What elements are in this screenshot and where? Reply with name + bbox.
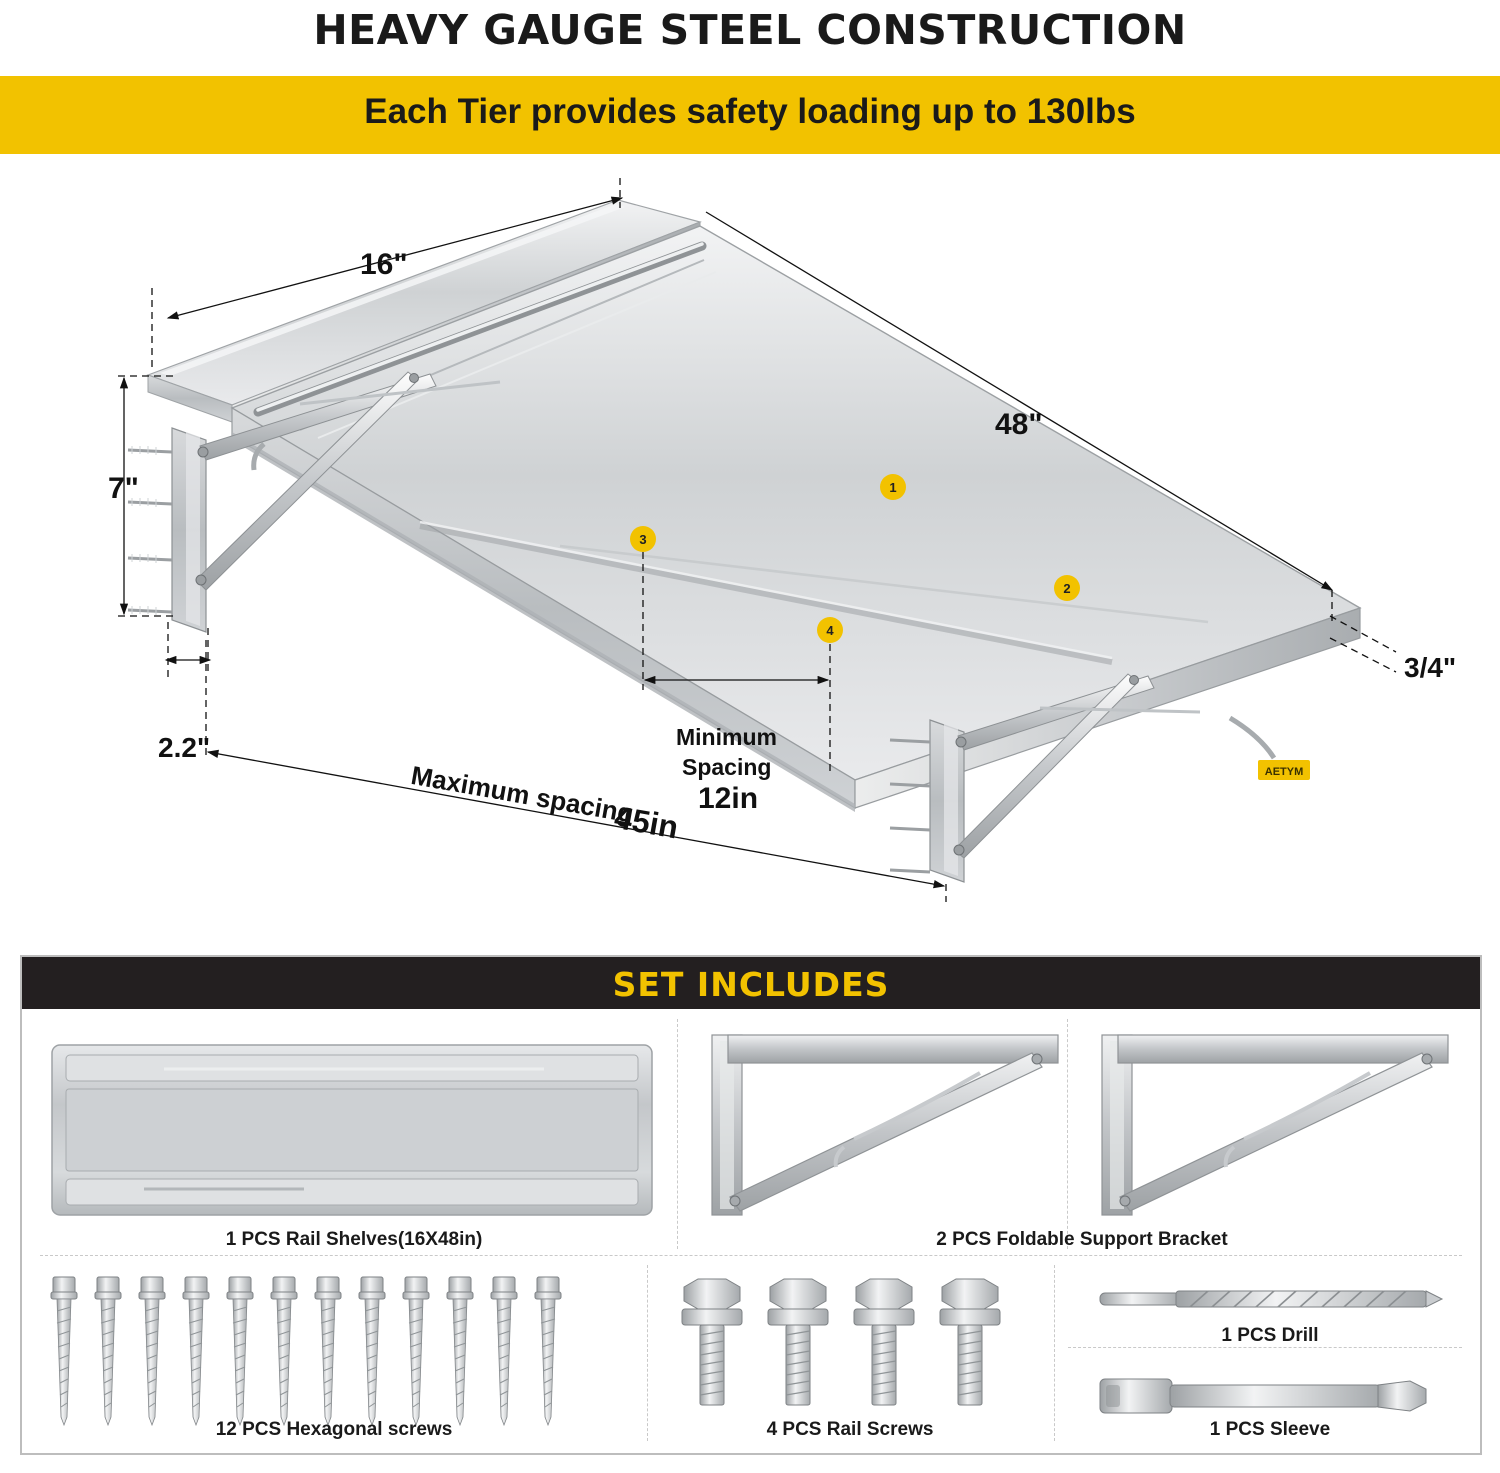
set-divider-vertical-3 (647, 1265, 648, 1441)
drill-bit-art (1090, 1275, 1450, 1325)
caption-foldable-bracket: 2 PCS Foldable Support Bracket (936, 1229, 1228, 1250)
caption-hexagonal-screws: 12 PCS Hexagonal screws (215, 1419, 453, 1440)
svg-text:4: 4 (826, 623, 834, 638)
svg-text:2: 2 (1063, 581, 1071, 596)
foldable-bracket-art-2 (1084, 1029, 1464, 1224)
callout-1 (880, 474, 906, 500)
callout-4 (817, 617, 843, 643)
rail-screws-art (670, 1273, 1030, 1433)
dim-label-2-2: 2.2" (158, 732, 211, 763)
dim-label-thickness: 3/4" (1404, 652, 1457, 683)
page-title: HEAVY GAUGE STEEL CONSTRUCTION (313, 6, 1187, 54)
callout-2 (1054, 575, 1080, 601)
brand-tag (1258, 760, 1310, 780)
dim-label-16: 16" (360, 248, 408, 281)
set-divider-horizontal (40, 1255, 1462, 1256)
svg-text:AETYM: AETYM (1264, 766, 1304, 778)
dim-label-min-spacing-line1: Minimum (676, 724, 777, 750)
set-includes-title: SET INCLUDES (612, 965, 890, 1004)
dim-label-max-spacing-value: 45in (611, 799, 682, 846)
caption-sleeve: 1 PCS Sleeve (1209, 1419, 1331, 1440)
caption-rail-shelf: 1 PCS Rail Shelves(16X48in) (225, 1229, 483, 1250)
set-divider-vertical-4 (1054, 1265, 1055, 1441)
callout-3 (630, 526, 656, 552)
set-includes-panel (20, 955, 1482, 1455)
shelf-drawing (0, 160, 1500, 950)
dim-label-min-spacing-line2: Spacing (682, 754, 772, 780)
caption-rail-screws: 4 PCS Rail Screws (766, 1419, 934, 1440)
page-subtitle: Each Tier provides safety loading up to 130lbs (364, 92, 1136, 131)
foldable-bracket-art-1 (694, 1029, 1074, 1224)
dim-label-max-spacing-title: Maximum spacing (408, 760, 636, 829)
shelf-diagram (0, 160, 1500, 950)
set-divider-horizontal-2 (1068, 1347, 1462, 1348)
dim-label-min-spacing-value: 12in (698, 782, 759, 815)
svg-text:3: 3 (639, 532, 647, 547)
dim-label-7: 7" (108, 472, 139, 505)
hexagonal-screws-art (44, 1269, 624, 1439)
caption-drill: 1 PCS Drill (1221, 1325, 1319, 1346)
set-divider-vertical-1 (677, 1019, 678, 1249)
rail-shelf-art (44, 1029, 664, 1229)
dim-label-48: 48" (995, 408, 1043, 441)
svg-text:1: 1 (889, 480, 897, 495)
